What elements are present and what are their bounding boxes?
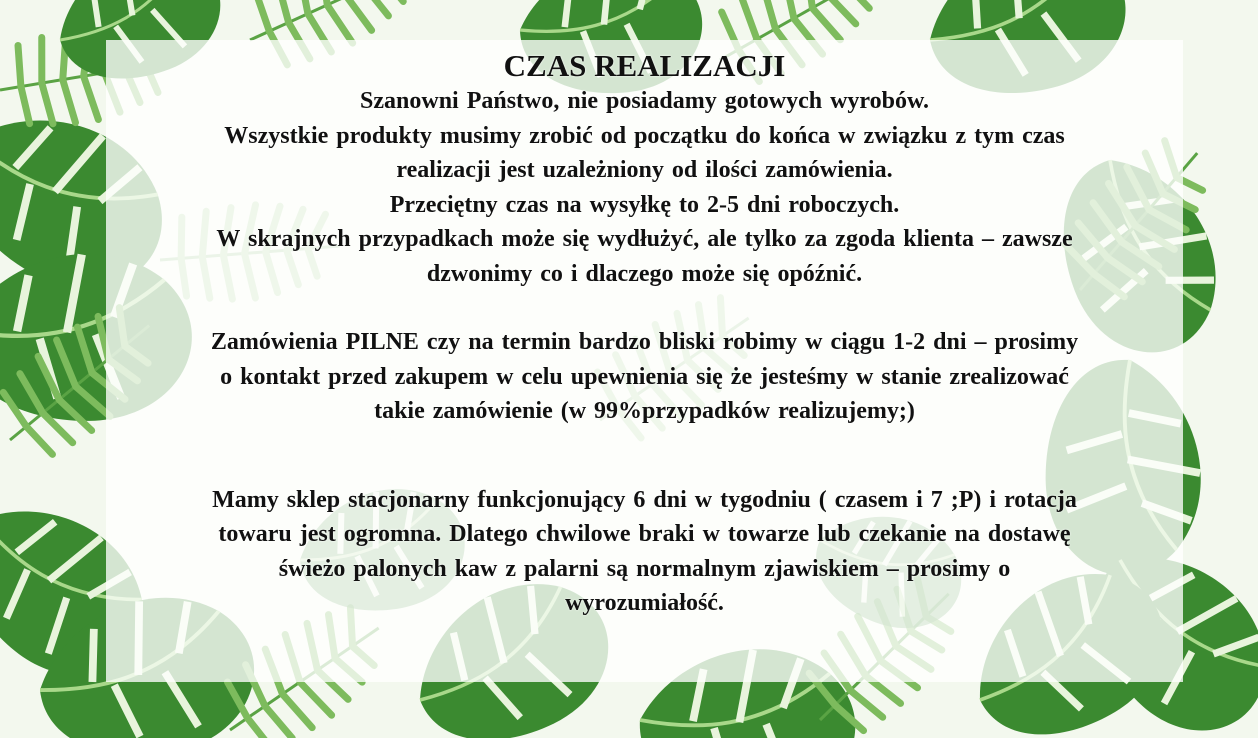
text-line: Mamy sklep stacjonarny funkcjonujący 6 dni w tygodniu ( czasem i 7 ;P) i rotacja (212, 486, 1077, 513)
text-line: dzwonimy co i dlaczego może się opóźnić. (426, 260, 863, 287)
text-line: takie zamówienie (w 99%przypadków realizujemy;) (374, 398, 915, 424)
paragraph-shop-info (106, 483, 1183, 621)
text-line: towaru jest ogromna. Dlatego chwilowe braki w towarze lub czekanie na dostawę (218, 521, 1071, 547)
paragraph-intro (106, 84, 1183, 291)
text-line: W skrajnych przypadkach może się wydłużyć, ale tylko za zgoda klienta – zawsze (216, 226, 1073, 252)
text-line: Zamówienia PILNE czy na termin bardzo bliski robimy w ciągu 1-2 dni – prosimy (210, 329, 1079, 355)
text-line: Szanowni Państwo, nie posiadamy gotowych wyrobów. (360, 88, 929, 114)
text-line: Wszystkie produkty musimy zrobić od początku do końca w związku z tym czas (224, 122, 1065, 149)
text-line: o kontakt przed zakupem w celu upewnienia się że jesteśmy w stanie zrealizować (220, 363, 1069, 390)
text-line: Przeciętny czas na wysyłkę to 2-5 dni roboczych. (389, 191, 900, 218)
notice-content (106, 48, 1183, 621)
paragraph-urgent-orders (106, 325, 1183, 429)
text-line: świeżo palonych kaw z palarni są normalnym zjawiskiem – prosimy o (278, 555, 1011, 582)
page-title: CZAS REALIZACJI (503, 48, 786, 83)
text-line: realizacji jest uzależniony od ilości zamówienia. (396, 157, 893, 183)
text-line: wyrozumiałość. (565, 590, 724, 616)
